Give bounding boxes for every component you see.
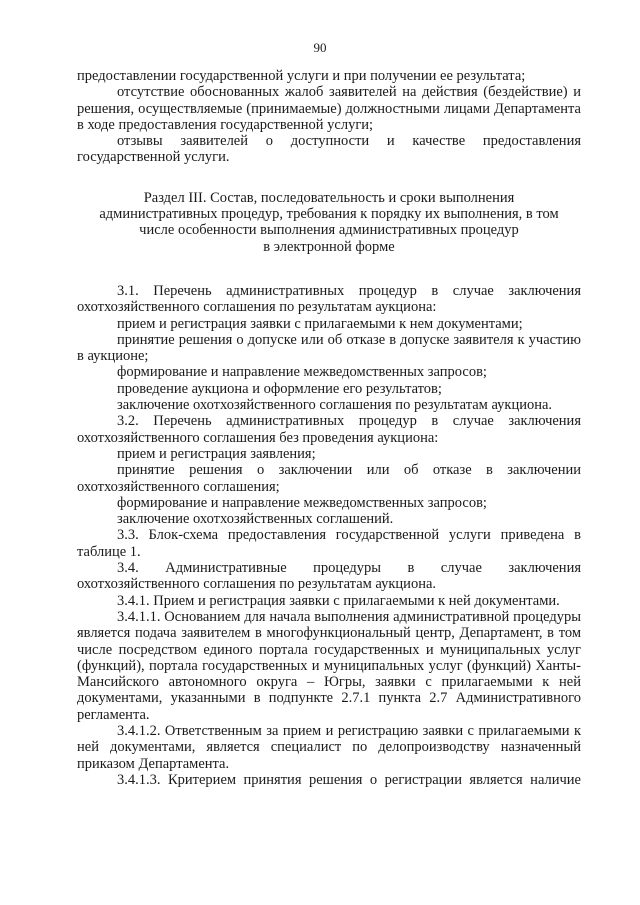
- section-heading-line: в электронной форме: [263, 238, 395, 255]
- paragraph: отзывы заявителей о доступности и качестве предоставления государственной услуги.: [77, 133, 581, 166]
- paragraph: формирование и направление межведомственных запросов;: [117, 494, 487, 511]
- paragraph: 3.4. Административные процедуры в случае заключения охотхозяйственного соглашения по результатам аукциона.: [77, 560, 581, 593]
- paragraph: отсутствие обоснованных жалоб заявителей на действия (бездействие) и решения, осуществляемые (принимаемые) должностными лицами Департамента в ходе предоставления государственной услуги;: [77, 84, 581, 133]
- document-body: [77, 68, 581, 788]
- paragraph: принятие решения о заключении или об отказе в заключении охотхозяйственного соглашения;: [77, 462, 581, 495]
- paragraph: 3.4.1.3. Критерием принятия решения о регистрации является наличие: [117, 771, 581, 788]
- paragraph: заключение охотхозяйственных соглашений.: [117, 511, 394, 528]
- page-number: 90: [313, 40, 327, 55]
- paragraph: 3.2. Перечень административных процедур в случае заключения охотхозяйственного соглашения без проведения аукциона:: [77, 413, 581, 446]
- paragraph: формирование и направление межведомственных запросов;: [117, 364, 487, 381]
- paragraph: 3.3. Блок-схема предоставления государственной услуги приведена в таблице 1.: [77, 527, 581, 560]
- section-heading-line: административных процедур, требования к порядку их выполнения, в том: [99, 206, 559, 223]
- paragraph: проведение аукциона и оформление его результатов;: [117, 380, 442, 397]
- paragraph: заключение охотхозяйственного соглашения по результатам аукциона.: [117, 397, 553, 414]
- section-heading-line: числе особенности выполнения административных процедур: [139, 222, 519, 239]
- paragraph: принятие решения о допуске или об отказе в допуске заявителя к участию в аукционе;: [77, 331, 581, 365]
- paragraph: предоставлении государственной услуги и при получении ее результата;: [77, 68, 526, 84]
- section-heading-line: Раздел III. Состав, последовательность и сроки выполнения: [143, 189, 515, 206]
- section-heading: [77, 190, 581, 255]
- paragraph: 3.4.1.2. Ответственным за прием и регистрацию заявки с прилагаемыми к ней документами, является специалист по делопроизводству назначенный приказом Департамента.: [77, 722, 581, 772]
- paragraph: 3.1. Перечень административных процедур в случае заключения охотхозяйственного соглашения по результатам аукциона:: [77, 282, 581, 316]
- paragraph: прием и регистрация заявки с прилагаемыми к нем документами;: [117, 315, 523, 332]
- paragraph: 3.4.1. Прием и регистрация заявки с прилагаемыми к ней документами.: [117, 592, 560, 609]
- paragraph: прием и регистрация заявления;: [117, 445, 316, 462]
- paragraph: 3.4.1.1. Основанием для начала выполнения административной процедуры является подача заявителем в многофункциональный центр, Департамент, в том числе посредством единого портала государственных и муниципальных услуг (функций), портала государственных и муниципальных услуг (функций) Ханты-Мансийского автономного округа – Югры, заявки с прилагаемыми к ней документами, указанными в подпункте 2.7.1 пункта 2.7 Административного регламента.: [77, 608, 581, 723]
